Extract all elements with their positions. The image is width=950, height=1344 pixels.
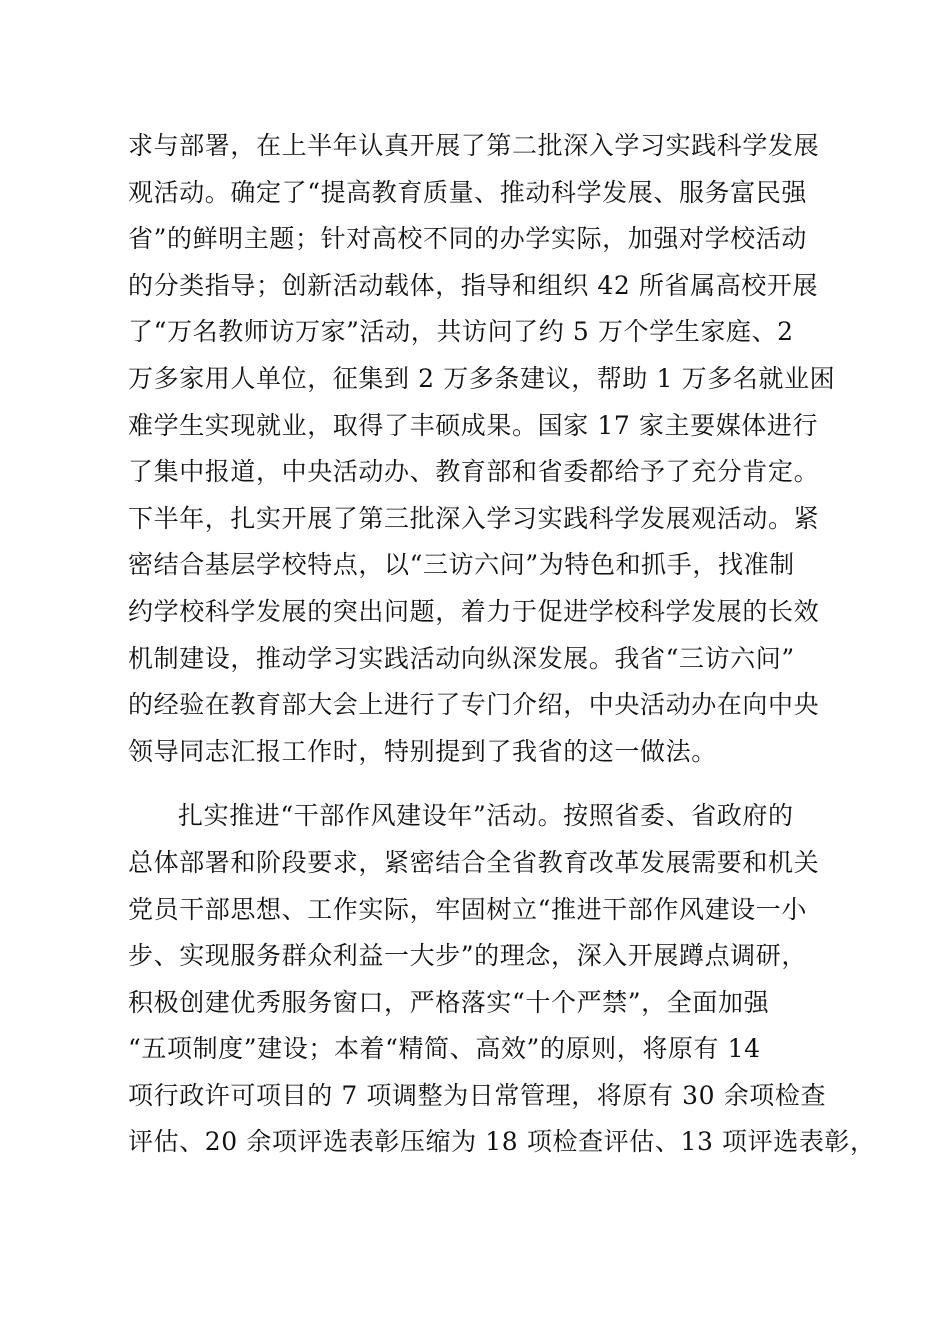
paragraph-2 [128,793,876,1166]
paragraph-line: 扎实推进“干部作风建设年”活动。按照省委、省政府的 [178,801,794,831]
paragraph-line: 约学校科学发展的突出问题，着力于促进学校科学发展的长效 [128,596,820,626]
paragraph-line: 求与部署，在上半年认真开展了第二批深入学习实践科学发展 [128,131,820,160]
paragraph-line: 了“万名教师访万家”活动，共访问了约 5 万个学生家庭、2 [128,317,794,347]
paragraph-line: 密结合基层学校特点，以“三访六问”为特色和抓手，找准制 [128,550,795,580]
paragraph-line: 的分类指导；创新活动载体，指导和组织 42 所省属高校开展 [128,270,819,300]
paragraph-line: 了集中报道，中央活动办、教育部和省委都给予了充分肯定。 [128,457,820,487]
paragraph-line: 万多家用人单位，征集到 2 万多条建议，帮助 1 万多名就业困 [128,363,836,393]
document-body [128,123,876,1166]
paragraph-line: 步、实现服务群众利益一大步”的理念，深入开展蹲点调研， [128,941,807,971]
paragraph-1 [128,123,836,775]
paragraph-line: 下半年，扎实开展了第三批深入学习实践科学发展观活动。紧 [128,503,820,533]
paragraph-line: 评估、20 余项评选表彰压缩为 18 项检查评估、13 项评选表彰， [128,1127,876,1157]
paragraph-line: 省”的鲜明主题；针对高校不同的办学实际，加强对学校活动 [128,224,807,254]
paragraph-line: 机制建设，推动学习实践活动向纵深发展。我省“三访六问” [128,643,795,673]
paragraph-line: 党员干部思想、工作实际，牢固树立“推进干部作风建设一小 [128,894,807,924]
paragraph-line: 积极创建优秀服务窗口，严格落实“十个严禁”，全面加强 [128,987,770,1017]
paragraph-line: 领导同志汇报工作时，特别提到了我省的这一做法。 [128,736,717,766]
paragraph-gap [128,775,828,793]
paragraph-line: 观活动。确定了“提高教育质量、推动科学发展、服务富民强 [128,177,807,207]
paragraph-line: 总体部署和阶段要求，紧密结合全省教育改革发展需要和机关 [128,847,820,877]
paragraph-line: 项行政许可项目的 7 项调整为日常管理，将原有 30 余项检查 [128,1080,827,1110]
paragraph-line: “五项制度”建设；本着“精简、高效”的原则，将原有 14 [128,1034,761,1064]
paragraph-line: 的经验在教育部大会上进行了专门介绍，中央活动办在向中央 [128,690,820,720]
paragraph-line: 难学生实现就业，取得了丰硕成果。国家 17 家主要媒体进行 [128,410,819,440]
